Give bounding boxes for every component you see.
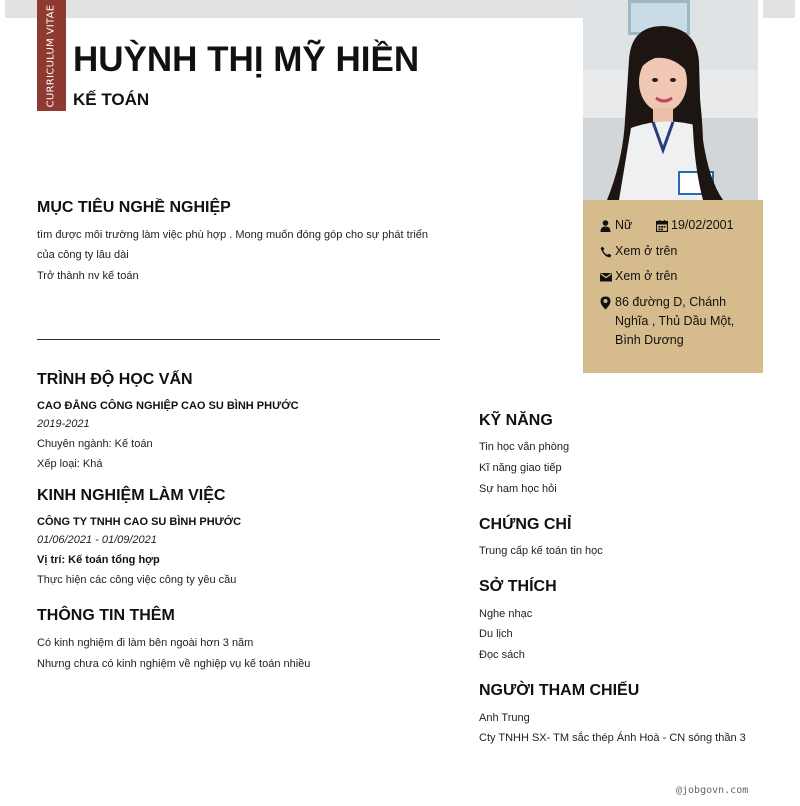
curriculum-vitae-tag (37, 0, 66, 111)
hobby-item: Nghe nhạc (479, 608, 533, 620)
experience-period: 01/06/2021 - 01/09/2021 (37, 534, 157, 546)
skills-heading: KỸ NĂNG (479, 412, 553, 429)
calendar-icon (655, 216, 668, 235)
address-line-1: 86 đường D, Chánh (615, 295, 727, 309)
candidate-name: HUỲNH THỊ MỸ HIỀN (73, 40, 420, 79)
experience-description: Thực hiện các công việc công ty yêu cầu (37, 574, 237, 586)
phone-icon (599, 242, 612, 261)
education-heading: TRÌNH ĐỘ HỌC VẤN (37, 371, 193, 388)
birthdate-value: 19/02/2001 (671, 218, 734, 232)
additional-info-heading: THÔNG TIN THÊM (37, 607, 175, 624)
additional-info-line-2: Nhưng chưa có kinh nghiệm về nghiệp vụ kế toán nhiều (37, 658, 311, 670)
objective-heading: MỤC TIÊU NGHỀ NGHIỆP (37, 199, 231, 216)
address-line-3: Bình Dương (615, 333, 684, 347)
education-grade: Xếp loại: Khá (37, 458, 103, 470)
phone-value: Xem ở trên (615, 244, 678, 258)
email-value: Xem ở trên (615, 269, 678, 283)
hobbies-heading: SỞ THÍCH (479, 578, 557, 595)
location-pin-icon (599, 293, 612, 312)
gender-row (599, 216, 632, 235)
top-bar-right (763, 0, 795, 18)
person-icon (599, 216, 612, 235)
education-major: Chuyên ngành: Kế toán (37, 438, 153, 450)
email-row (599, 267, 677, 286)
certificate-item: Trung cấp kế toán tin học (479, 545, 603, 557)
hobby-item: Đọc sách (479, 649, 525, 661)
gender-value: Nữ (615, 218, 633, 232)
experience-company: CÔNG TY TNHH CAO SU BÌNH PHƯỚC (37, 516, 242, 528)
education-school: CAO ĐẲNG CÔNG NGHIỆP CAO SU BÌNH PHƯỚC (37, 400, 299, 412)
birthdate-row (655, 216, 734, 235)
reference-name: Anh Trung (479, 712, 530, 724)
skill-item: Kĩ năng giao tiếp (479, 462, 562, 474)
profile-photo (583, 0, 758, 200)
watermark: @jobgovn.com (676, 785, 749, 796)
candidate-role: KẾ TOÁN (73, 90, 150, 109)
address-row (599, 293, 734, 350)
section-divider (37, 339, 440, 340)
objective-text: tìm được môi trường làm việc phù hợp . Mong muốn đóng góp cho sự phát triển của công ty lâu dài (37, 229, 429, 261)
education-period: 2019-2021 (37, 418, 90, 430)
references-heading: NGƯỜI THAM CHIẾU (479, 682, 640, 699)
certificates-heading: CHỨNG CHỈ (479, 516, 572, 533)
address-value (615, 293, 734, 350)
contact-panel (583, 200, 763, 373)
reference-company: Cty TNHH SX- TM sắc thép Ánh Hoà - CN sóng thần 3 (479, 732, 746, 744)
address-line-2: Nghĩa , Thủ Dầu Một, (615, 314, 735, 328)
curriculum-vitae-label: CURRICULUM VITAE (45, 4, 57, 108)
objective-goal: Trở thành nv kế toán (37, 270, 139, 282)
additional-info-line-1: Có kinh nghiệm đi làm bên ngoài hơn 3 năm (37, 637, 254, 649)
skill-item: Tin học văn phòng (479, 441, 570, 453)
phone-row (599, 242, 677, 261)
envelope-icon (599, 267, 612, 286)
hobby-item: Du lịch (479, 628, 513, 640)
top-bar-left (5, 0, 583, 18)
experience-position: Vị trí: Kế toán tổng hợp (37, 554, 160, 566)
experience-heading: KINH NGHIỆM LÀM VIỆC (37, 487, 226, 504)
skill-item: Sự ham học hỏi (479, 483, 557, 495)
